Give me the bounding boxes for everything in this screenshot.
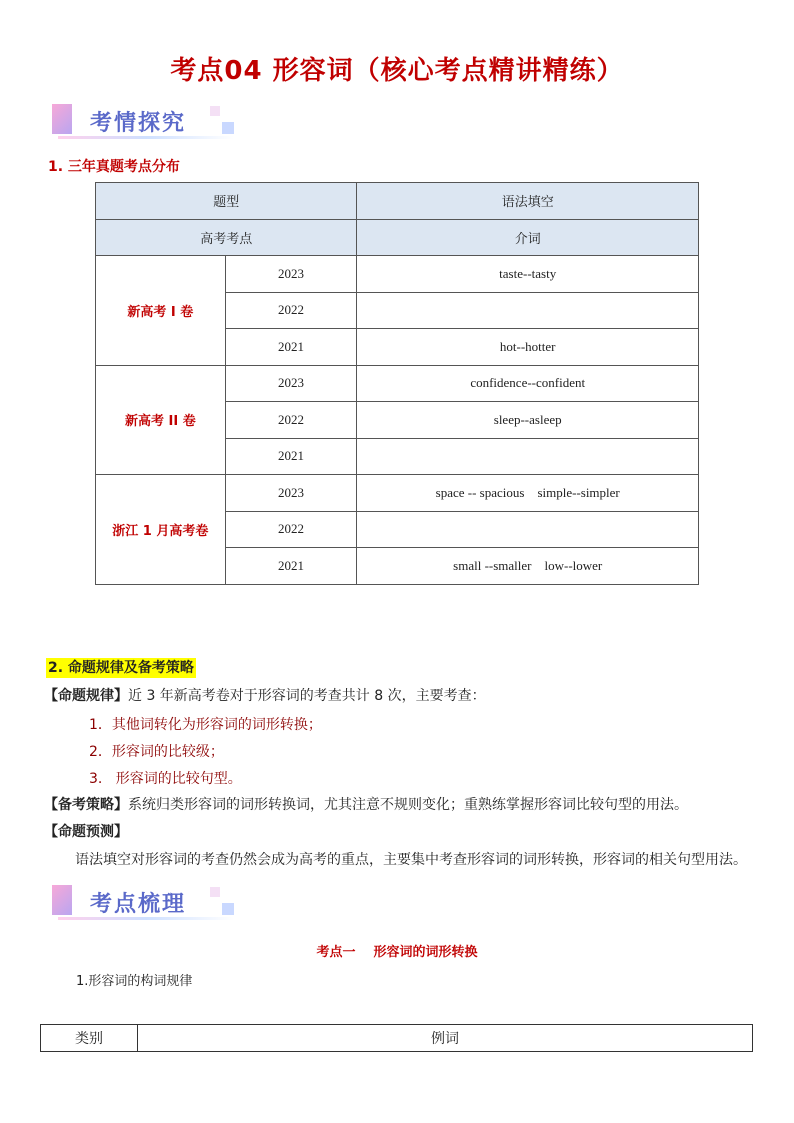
- point-cell: hot--hotter: [357, 329, 699, 366]
- word-formation-table: [40, 1024, 753, 1052]
- point-cell: [357, 438, 699, 475]
- point-cell: confidence--confident: [357, 365, 699, 402]
- rule-item: 2．形容词的比较级；: [89, 744, 224, 760]
- point-cell: taste--tasty: [357, 256, 699, 293]
- section-banner-exam-analysis: [52, 104, 234, 142]
- table-header-row: [96, 219, 699, 256]
- rule-text: 近 3 年新高考卷对于形容词的考查共计 8 次，主要考查：: [128, 688, 486, 704]
- header-cell: 例词: [138, 1025, 753, 1052]
- sub-heading: 1.形容词的构词规律: [76, 974, 193, 989]
- group-label: 新高考 I 卷: [96, 256, 226, 366]
- year-cell: 2021: [225, 548, 357, 585]
- section-banner-key-points: [52, 885, 234, 923]
- table-header-row: [96, 183, 699, 220]
- banner-label: 考点梳理: [90, 892, 187, 917]
- year-cell: 2021: [225, 329, 357, 366]
- predict-label: 【命题预测】: [44, 824, 128, 840]
- header-cell: 题型: [96, 183, 357, 220]
- table-row: [96, 365, 699, 402]
- year-cell: 2023: [225, 256, 357, 293]
- year-cell: 2022: [225, 511, 357, 548]
- point-cell: sleep--asleep: [357, 402, 699, 439]
- table-row: [96, 475, 699, 512]
- exam-distribution-table: [95, 182, 699, 585]
- strategy-paragraph: [44, 795, 688, 815]
- year-cell: 2023: [225, 365, 357, 402]
- table-row: [96, 256, 699, 293]
- banner-decoration: [52, 104, 72, 134]
- page-title: 考点04 形容词（核心考点精讲精练）: [170, 56, 624, 86]
- header-cell: 语法填空: [357, 183, 699, 220]
- rule-label: 【命题规律】: [44, 688, 128, 704]
- point-cell: [357, 292, 699, 329]
- banner-label: 考情探究: [90, 111, 187, 136]
- predict-text: 语法填空对形容词的考查仍然会成为高考的重点，主要集中考查形容词的词形转换，形容词的相关句型用法。: [75, 852, 747, 868]
- section2-heading: 2. 命题规律及备考策略: [48, 660, 194, 676]
- point-cell: small --smaller low--lower: [357, 548, 699, 585]
- section1-heading: 1. 三年真题考点分布: [48, 159, 180, 175]
- header-cell: 介词: [357, 219, 699, 256]
- header-cell: 高考考点: [96, 219, 357, 256]
- group-label: 浙江 1 月高考卷: [96, 475, 226, 585]
- rule-item: 3. 形容词的比较句型。: [89, 771, 242, 787]
- point-cell: space -- spacious simple--simpler: [357, 475, 699, 512]
- rule-item: 1．其他词转化为形容词的词形转换；: [89, 717, 322, 733]
- point-heading: 考点一 形容词的词形转换: [316, 945, 478, 960]
- year-cell: 2021: [225, 438, 357, 475]
- year-cell: 2022: [225, 402, 357, 439]
- year-cell: 2022: [225, 292, 357, 329]
- strategy-text: 系统归类形容词的词形转换词，尤其注意不规则变化；重熟练掌握形容词比较句型的用法。: [128, 797, 688, 813]
- table-header-row: [41, 1025, 753, 1052]
- header-cell: 类别: [41, 1025, 138, 1052]
- strategy-label: 【备考策略】: [44, 797, 128, 813]
- point-cell: [357, 511, 699, 548]
- rule-paragraph: [44, 686, 486, 706]
- banner-decoration: [52, 885, 72, 915]
- year-cell: 2023: [225, 475, 357, 512]
- group-label: 新高考 II 卷: [96, 365, 226, 475]
